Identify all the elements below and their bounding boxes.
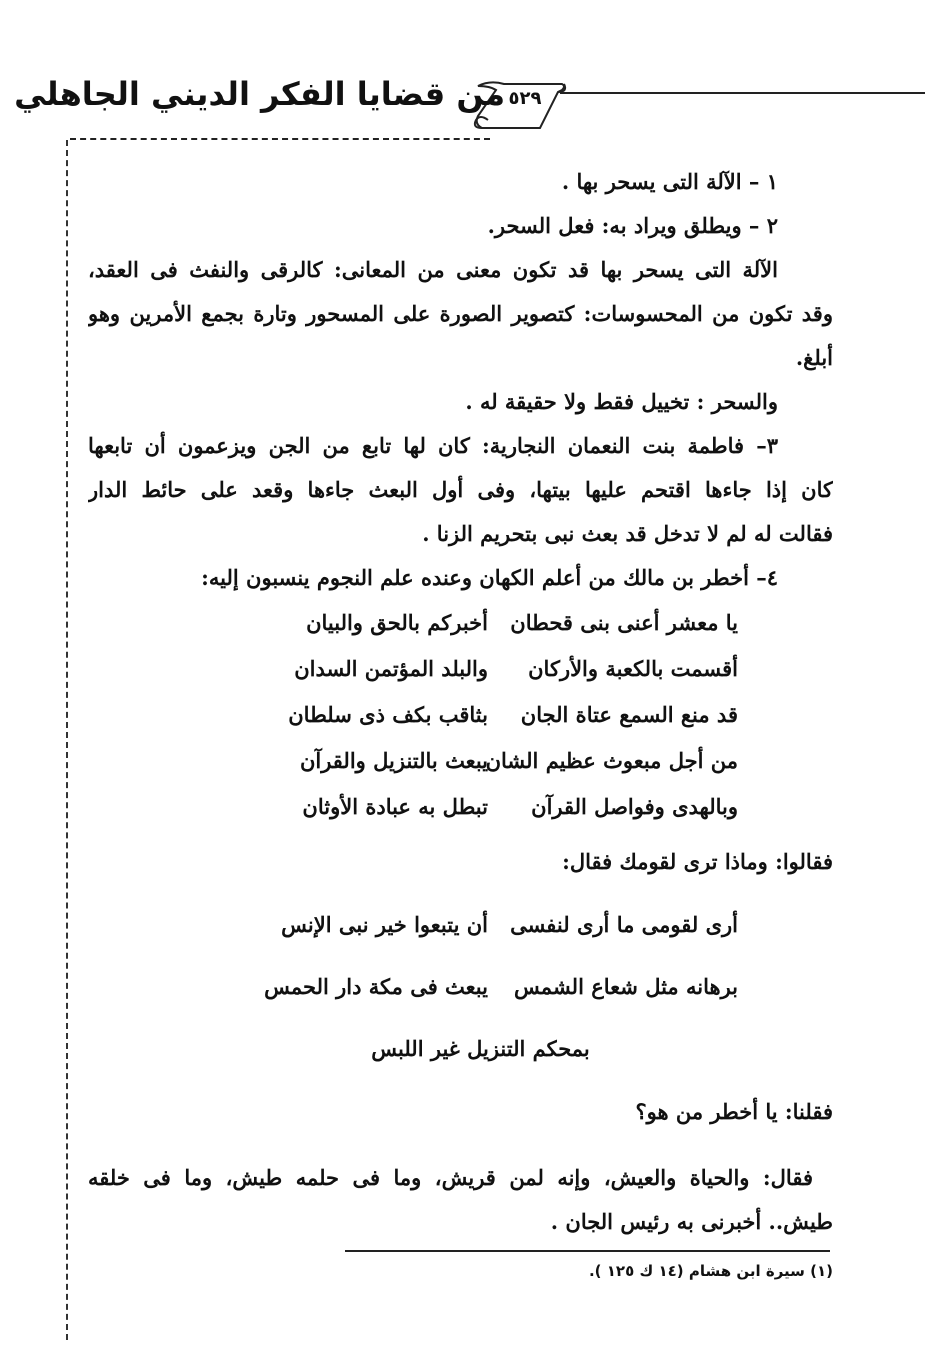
header-rule [560, 92, 925, 94]
verse-first-half: أقسمت بالكعبة والأركان [528, 656, 738, 681]
list-item-3: ٣– فاطمة بنت النعمان النجارية: كان لها تابع من الجن ويزعمون أن تابعها [88, 433, 778, 458]
verse-second-half: بثاقب بكف ذى سلطان [288, 702, 488, 727]
poem-verse [88, 956, 833, 1018]
verse-second-half: والبلد المؤتمن السدان [294, 656, 488, 681]
verse-second-half: يبعث بالتنزيل والقرآن [299, 748, 488, 773]
verse-first-half: يا معشر أعنى بنى قحطان [510, 610, 738, 635]
verse-second-half: أن يتبعوا خير نبى الإنس [281, 912, 488, 937]
page-number: ٥٢٩ [508, 88, 542, 109]
verse-second-half: تبطل به عبادة الأوثان [302, 794, 488, 819]
poem-verse-single: بمحكم التنزيل غير اللبس [371, 1036, 590, 1061]
paragraph-line: والسحر : تخييل فقط ولا حقيقة له . [465, 389, 778, 414]
paragraph-line: فقال: والحياة والعيش، وإنه لمن قريش، وما فى حلمه طيش، وما فى خلقه [88, 1165, 813, 1190]
verse-first-half: وبالهدى وفواصل القرآن [531, 794, 738, 819]
verse-first-half: قد منع السمع عتاة الجان [520, 702, 738, 727]
paragraph-line: الآلة التى يسحر بها قد تكون معنى من المعانى: كالرقى والنفث فى العقد، [88, 257, 778, 282]
poem-verse [88, 784, 833, 830]
footnote-rule [345, 1250, 830, 1252]
verse-first-half: برهانه مثل شعاع الشمس [514, 974, 738, 999]
verse-first-half: أرى لقومى ما أرى لنفسى [510, 912, 738, 937]
main-text [88, 160, 833, 1244]
poem-verse [88, 600, 833, 646]
list-item-1: ١ – الآلة التى يسحر بها . [561, 169, 778, 194]
list-item-2: ٢ – ويطلق ويراد به: فعل السحر. [487, 213, 778, 238]
poem-verse [88, 738, 833, 784]
header-dashed-rule [70, 138, 490, 140]
poem-verse [88, 646, 833, 692]
paragraph-line: كان إذا جاءها اقتحم عليها بيتها، وفى أول البعث جاءها وقعد على حائط الدار [88, 477, 833, 502]
paragraph-line: وقد تكون من المحسوسات: كتصوير الصورة على المسحور وتارة بجمع الأمرين وهو [88, 301, 833, 326]
running-header-title: من قضايا الفكر الديني الجاهلي [14, 75, 505, 113]
poem-verse [88, 692, 833, 738]
paragraph-line: أبلغ. [795, 345, 833, 370]
paragraph-line: طيش.. أخبرنى به رئيس الجان . [550, 1209, 833, 1234]
paragraph-line: فقلنا: يا أخطر من هو؟ [635, 1099, 833, 1124]
page-border [66, 140, 68, 1340]
poem-verse [88, 894, 833, 956]
paragraph-line: فقالوا: وماذا ترى لقومك فقال: [562, 849, 833, 874]
footnote: (١) سيرة ابن هشام (١٤ ك ١٢٥ ). [588, 1262, 833, 1280]
verse-second-half: أخبركم بالحق والبيان [306, 610, 488, 635]
verse-second-half: يبعث فى مكة دار الحمس [264, 974, 488, 999]
list-item-4: ٤– أخطر بن مالك من أعلم الكهان وعنده علم النجوم ينسبون إليه: [201, 565, 778, 590]
paragraph-line: فقالت له لم لا تدخل قد بعث نبى بتحريم الزنا . [422, 521, 833, 546]
verse-first-half: من أجل مبعوث عظيم الشان [485, 748, 738, 773]
